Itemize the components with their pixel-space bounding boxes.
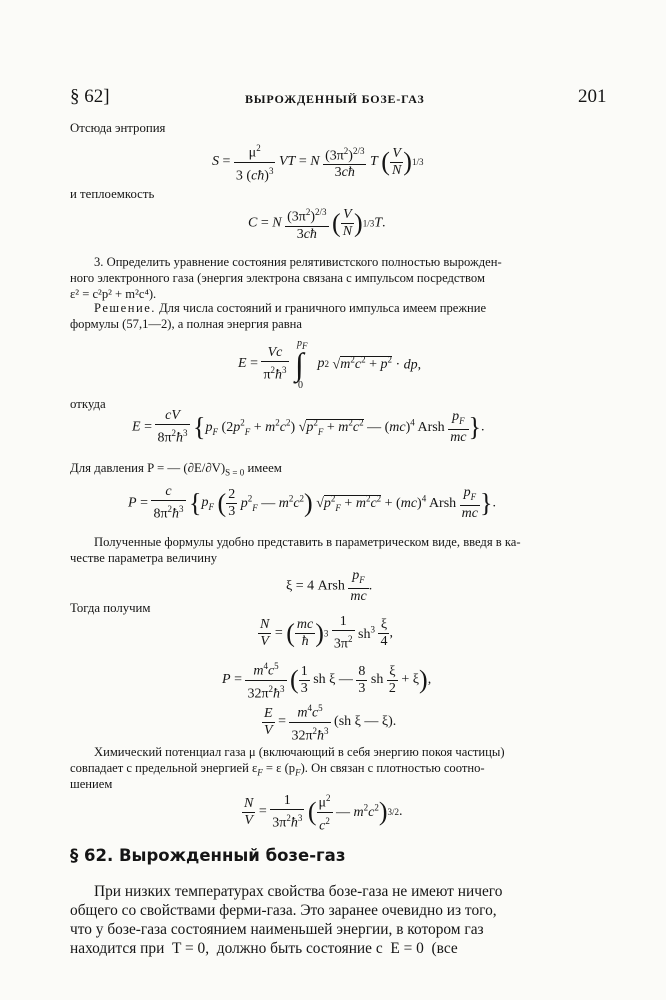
- param-line2: честве параметра величину: [70, 551, 218, 565]
- problem3-line2: ного электронного газа (энергия электрона связана с импульсом посредством: [70, 271, 485, 285]
- chem-line2: совпадает с предельной энергией $\varepsilon_F = \varepsilon$ $(p_F)$. Он связан с плотностью соотно-: [70, 761, 485, 778]
- pressure-param-formula: P = $\frac{m^4c^5}{32\pi^2ħ^3}$ ( $\frac{1}{3}$ sh ξ — $\frac{8}{3}$ sh $\frac{\xi}{2}$ + ξ),: [222, 658, 431, 702]
- solution-line2: формулы (57,1—2), а полная энергия равна: [70, 317, 302, 331]
- solution-text: Для числа состояний и граничного импульса имеем прежние: [155, 301, 487, 315]
- energy-result-formula: E = $\frac{cV}{8\pi^2ħ^3}$ {$p_F$ $(2p^2_F + m^2c^2) √p^2_F + m^2c^2$ — (mc)$^4$ Arsh $\frac{p_F}{mc}$ }.: [132, 408, 485, 446]
- chem-line2-tail: = ε (p: [262, 761, 296, 775]
- header-title: ВЫРОЖДЕННЫЙ БОЗЕ-ГАЗ: [245, 92, 425, 106]
- body-line3: что у бозе-газа состоянием наименьшей энергии, в котором газ: [70, 921, 484, 938]
- then-label: Тогда получим: [70, 601, 151, 615]
- header-section: § 62]: [70, 86, 110, 107]
- problem3-line3: ε² = c²p² + m²c⁴).: [70, 287, 157, 301]
- chem-potential-formula: $\frac{N}{V}$ = $\frac{1}{3\pi^2ħ^3}$ ( $\frac{\mu^2}{c^2}$ — $m^2c^2)3/2$.: [242, 790, 403, 834]
- section-heading: § 62. Вырожденный бозе-газ: [70, 846, 346, 865]
- chem-line3: шением: [70, 777, 113, 791]
- chem-line1: Химический потенциал газа μ (включающий в себя энергию покоя частицы): [94, 745, 505, 759]
- energy-param-formula: $\frac{E}{V}$ = $\frac{m^4c^5}{32\pi^2ħ^3}$ (sh ξ — ξ).: [262, 700, 396, 744]
- chem-line2-end: ). Он связан с плотностью соотно-: [300, 761, 485, 775]
- body-line2: общего со свойствами ферми-газа. Это заранее очевидно из того,: [70, 902, 497, 919]
- pressure-intro: [70, 460, 282, 482]
- xi-definition: ξ = 4 Arsh $\frac{p_F}{mc}$ .: [286, 568, 373, 604]
- page-number: 201: [578, 86, 607, 107]
- pressure-intro-text: Для давления P = — (∂E/∂V): [70, 461, 226, 475]
- solution-line1: [94, 300, 604, 317]
- solution-label: Решение.: [94, 301, 156, 315]
- chem-line2-text: совпадает с предельной энергией ε: [70, 761, 258, 775]
- problem3-line1: 3. Определить уравнение состояния релятивистского полностью вырожден-: [94, 255, 502, 269]
- body-line4: находится при T = 0, должно быть состояние с E = 0 (все: [70, 940, 458, 957]
- density-formula: $\frac{N}{V}$ = ( $\frac{mc}{ħ}$ )3 $\frac{1}{3\pi^2}$ $sh^3$ $\frac{\xi}{4}$ ,: [260, 614, 393, 652]
- param-line1: Полученные формулы удобно представить в параметрическом виде, введя в ка-: [94, 535, 521, 549]
- pressure-subscript: S = 0: [225, 467, 245, 478]
- entropy-intro: Отсюда энтропия: [70, 121, 166, 135]
- entropy-formula: S = $\frac{\mu^2}{3 (cħ)^3}$ VT = N $\frac{(3\pi^2)^{2/3}}{3cħ}$ T ( $\frac{V}{N}$ )1/3: [212, 140, 423, 184]
- energy-integral: E = $\frac{Vc}{\pi^2ħ^3}$ $p_F$ ∫ 0 p2 $√m^2c^2 + p^2$ · dp,: [238, 338, 422, 391]
- pressure-formula: P = $\frac{c}{8\pi^2ħ^3}$ {$p_F$ ( $\frac{2}{3}$ $p^2_F$ — $m^2c^2$) $√p^2_F + m^2c^2 + (mc)^4$ Arsh $\frac{p_F}{mc}$ }.: [128, 484, 496, 522]
- pressure-intro-tail: имеем: [244, 461, 282, 475]
- heat-intro: и теплоемкость: [70, 187, 155, 201]
- body-line1: При низких температурах свойства бозе-газа не имеют ничего: [94, 883, 503, 900]
- heat-capacity-formula: C = N $\frac{(3\pi^2)^{2/3}}{3cħ}$ ( $\frac{V}{N}$ )1/3T.: [248, 204, 386, 243]
- whence-label: откуда: [70, 397, 106, 411]
